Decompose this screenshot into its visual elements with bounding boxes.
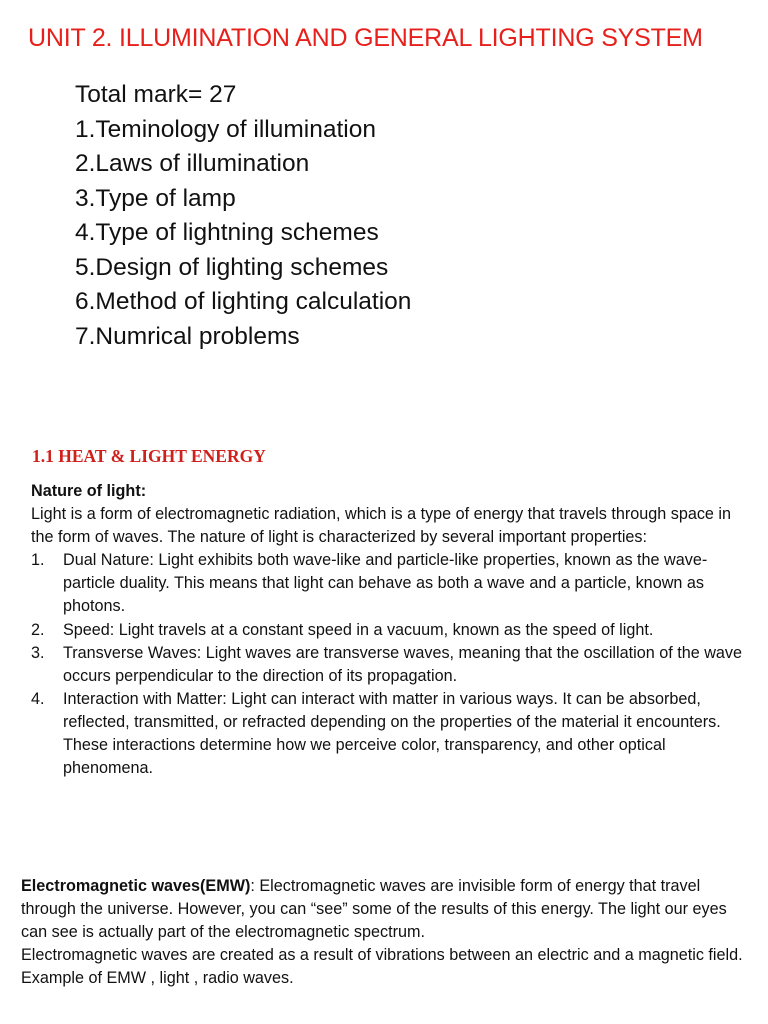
- intro-paragraph: Light is a form of electromagnetic radiation, which is a type of energy that travels through space in the form of waves. The nature of light is characterized by several important properties:: [31, 505, 732, 547]
- topic-item: 2.Laws of illumination: [75, 150, 310, 177]
- list-text: Interaction with Matter: Light can interact with matter in various ways. It can be absorbed, reflected, transmitted, or refracted depending on the properties of the material it encounters. These interactions determine how we perceive color, transparency, and other optical phenomena.: [63, 689, 721, 778]
- subheading: Nature of light:: [31, 482, 147, 500]
- list-item: [31, 642, 751, 688]
- topic-item: 7.Numrical problems: [75, 322, 300, 350]
- list-item: [31, 549, 751, 618]
- topic-item: 3.Type of lamp: [75, 184, 236, 212]
- topic-list: [75, 78, 411, 354]
- section-heading: 1.1 HEAT & LIGHT ENERGY: [32, 446, 266, 466]
- topic-item: 6.Method of lighting calculation: [75, 288, 412, 315]
- list-number: 2.: [31, 620, 45, 639]
- list-text: Speed: Light travels at a constant speed in a vacuum, known as the speed of light.: [63, 620, 654, 639]
- unit-title: UNIT 2. ILLUMINATION AND GENERAL LIGHTING SYSTEM: [28, 24, 703, 52]
- list-text: Transverse Waves: Light waves are transverse waves, meaning that the oscillation of the wave occurs perpendicular to the direction of its propagation.: [63, 643, 742, 685]
- emw-definition: [21, 875, 746, 944]
- topic-item: 4.Type of lightning schemes: [75, 219, 379, 246]
- nature-of-light-section: [31, 480, 751, 780]
- properties-list: [31, 549, 751, 780]
- list-number: 4.: [31, 689, 45, 708]
- topic-item: 5.Design of lighting schemes: [75, 253, 389, 281]
- list-text: Dual Nature: Light exhibits both wave-like and particle-like properties, known as the wave-particle duality. This means that light can behave as both a wave and a particle, known as photons.: [63, 551, 708, 616]
- emw-detail: Electromagnetic waves are created as a result of vibrations between an electric and a magnetic field. Example of EMW , light , radio waves.: [21, 946, 743, 988]
- total-mark: Total mark= 27: [75, 81, 237, 108]
- list-item: [31, 619, 751, 642]
- topic-item: 1.Teminology of illumination: [75, 115, 376, 143]
- emw-definition-text: : Electromagnetic waves are invisible form of energy that travel through the universe. However, you can “see” some of the results of this energy. The light our eyes can see is actually part of the electromagnetic spectrum.: [21, 877, 727, 942]
- list-number: 1.: [31, 551, 45, 570]
- emw-section: [21, 875, 746, 990]
- list-number: 3.: [31, 643, 45, 662]
- list-item: [31, 688, 751, 780]
- emw-term: Electromagnetic waves(EMW): [21, 877, 251, 895]
